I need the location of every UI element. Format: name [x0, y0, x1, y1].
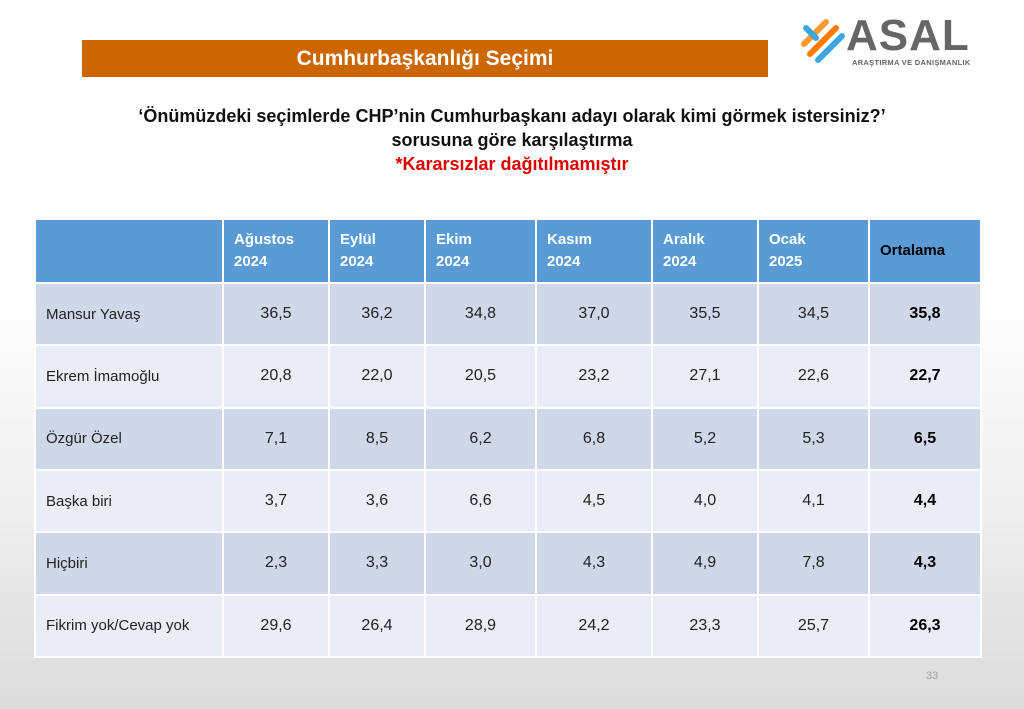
cell-value: 20,8 [224, 346, 328, 406]
logo-subtitle: ARAŞTIRMA VE DANIŞMANLIK [852, 58, 971, 67]
header-year-label: 2024 [436, 253, 470, 270]
cell-value: 25,7 [759, 596, 868, 656]
cell-value: 27,1 [653, 346, 757, 406]
question-line-1: ‘Önümüzdeki seçimlerde CHP’nin Cumhurbaşkanı adayı olarak kimi görmek istersiniz?’ [138, 106, 886, 126]
cell-value: 6,2 [426, 409, 535, 469]
table-header-row [36, 220, 980, 282]
row-label: Hiçbiri [36, 533, 222, 593]
cell-value: 20,5 [426, 346, 535, 406]
header-year-label: 2024 [340, 253, 374, 270]
header-month-4 [653, 220, 757, 282]
cell-value: 3,6 [330, 471, 424, 531]
header-month-label: Kasım [547, 231, 593, 248]
row-label: Özgür Özel [36, 409, 222, 469]
table-row [36, 596, 980, 656]
header-year-label: 2024 [234, 253, 268, 270]
cell-value: 4,5 [537, 471, 651, 531]
header-month-label: Eylül [340, 231, 376, 248]
cell-value: 22,0 [330, 346, 424, 406]
cell-value: 5,2 [653, 409, 757, 469]
cell-value: 7,1 [224, 409, 328, 469]
cell-value: 4,1 [759, 471, 868, 531]
row-label: Ekrem İmamoğlu [36, 346, 222, 406]
slide-title-banner [82, 40, 768, 77]
row-label: Başka biri [36, 471, 222, 531]
row-label: Mansur Yavaş [36, 284, 222, 344]
cell-value: 34,8 [426, 284, 535, 344]
survey-question [0, 104, 1024, 176]
slide-title: Cumhurbaşkanlığı Seçimi [296, 46, 554, 70]
cell-average: 22,7 [870, 346, 980, 406]
cell-value: 6,6 [426, 471, 535, 531]
results-table [34, 218, 982, 658]
header-month-label: Ocak [769, 231, 806, 248]
cell-value: 36,2 [330, 284, 424, 344]
cell-average: 4,4 [870, 471, 980, 531]
cell-value: 24,2 [537, 596, 651, 656]
cell-value: 35,5 [653, 284, 757, 344]
cell-value: 22,6 [759, 346, 868, 406]
header-average: Ortalama [870, 220, 980, 282]
asal-logo-icon [796, 14, 852, 66]
cell-value: 4,3 [537, 533, 651, 593]
undecided-note: *Kararsızlar dağıtılmamıştır [395, 154, 629, 174]
header-month-label: Ağustos [234, 231, 294, 248]
cell-value: 23,3 [653, 596, 757, 656]
cell-value: 7,8 [759, 533, 868, 593]
logo-wordmark: ASAL [846, 11, 970, 60]
cell-average: 4,3 [870, 533, 980, 593]
header-year-label: 2025 [769, 253, 803, 270]
page-number: 33 [926, 670, 939, 682]
cell-value: 3,0 [426, 533, 535, 593]
header-month-3 [537, 220, 651, 282]
asal-logo [796, 11, 986, 70]
header-month-label: Aralık [663, 231, 705, 248]
cell-average: 26,3 [870, 596, 980, 656]
cell-value: 4,9 [653, 533, 757, 593]
cell-value: 8,5 [330, 409, 424, 469]
table-row [36, 409, 980, 469]
cell-value: 29,6 [224, 596, 328, 656]
header-year-label: 2024 [663, 253, 697, 270]
cell-value: 36,5 [224, 284, 328, 344]
cell-value: 4,0 [653, 471, 757, 531]
header-month-1 [330, 220, 424, 282]
cell-value: 3,3 [330, 533, 424, 593]
header-month-2 [426, 220, 535, 282]
header-month-label: Ekim [436, 231, 472, 248]
cell-value: 37,0 [537, 284, 651, 344]
cell-average: 6,5 [870, 409, 980, 469]
table-row [36, 533, 980, 593]
header-month-5 [759, 220, 868, 282]
cell-value: 34,5 [759, 284, 868, 344]
row-label: Fikrim yok/Cevap yok [36, 596, 222, 656]
header-month-0 [224, 220, 328, 282]
table-row [36, 284, 980, 344]
cell-value: 23,2 [537, 346, 651, 406]
question-line-2: sorusuna göre karşılaştırma [391, 130, 633, 150]
cell-value: 3,7 [224, 471, 328, 531]
cell-value: 2,3 [224, 533, 328, 593]
cell-value: 28,9 [426, 596, 535, 656]
header-year-label: 2024 [547, 253, 581, 270]
header-blank [36, 220, 222, 282]
cell-average: 35,8 [870, 284, 980, 344]
table-row [36, 346, 980, 406]
cell-value: 5,3 [759, 409, 868, 469]
cell-value: 26,4 [330, 596, 424, 656]
table-row [36, 471, 980, 531]
cell-value: 6,8 [537, 409, 651, 469]
